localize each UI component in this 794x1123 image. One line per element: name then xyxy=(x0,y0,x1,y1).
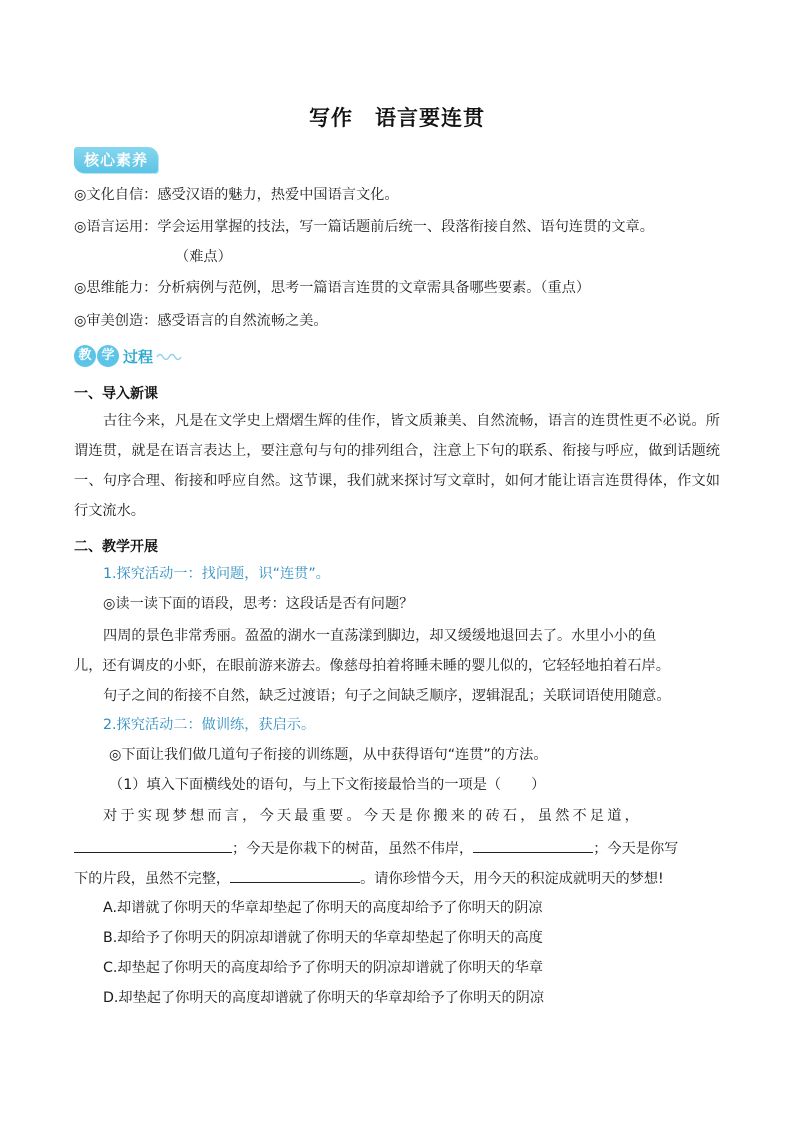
answer-blank-2[interactable] xyxy=(473,837,593,853)
activity2-prompt: ◎下面让我们做几道句子衔接的训练题，从中获得语句“连贯”的方法。 xyxy=(109,747,548,763)
teaching-process-header xyxy=(74,343,182,369)
title-part2: 语言要连贯 xyxy=(375,106,485,130)
bubble-char-2: 学 xyxy=(97,345,119,367)
section2-heading: 二、教学开展 xyxy=(74,539,158,555)
question-1 xyxy=(109,775,545,795)
passage-line-1: 四周的景色非常秀丽。盈盈的湖水一直荡漾到脚边，却又缓缓地退回去了。水里小小的鱼 xyxy=(103,628,657,644)
process-label: 过程 xyxy=(123,347,154,366)
core-literacy-badge: 核心素养 xyxy=(74,147,158,173)
question-text: （1）填入下面横线处的语句，与上下文衔接最恰当的一项是（ xyxy=(109,777,502,793)
activity2-heading: 2.探究活动二：做训练，获启示。 xyxy=(103,717,316,733)
core-item-thinking: ◎思维能力：分析病例与范例，思考一篇语言连贯的文章需具备哪些要素。（重点） xyxy=(74,280,591,296)
section1-paragraph: 古往今来，凡是在文学史上熠熠生辉的佳作，皆文质兼美、自然流畅，语言的连贯性更不必说。所谓连贯，就是在语言表达上，要注意句与句的排列组合，注意上下句的联系、衔接与呼应，做到话题统一、句序合理、衔接和呼应自然。这节课，我们就来探讨写文章时，如何才能让语言连贯得体，作文如行文流水。 xyxy=(74,413,720,519)
core-item-aesthetic: ◎审美创造：感受语言的自然流畅之美。 xyxy=(74,313,328,329)
option-b[interactable]: B.却给予了你明天的阴凉却谱就了你明天的华章却垫起了你明天的高度 xyxy=(103,930,543,946)
page-title xyxy=(0,102,794,132)
option-a[interactable]: A.却谱就了你明天的华章却垫起了你明天的高度却给予了你明天的阴凉 xyxy=(103,900,543,916)
passage-analysis: 句子之间的衔接不自然，缺乏过渡语；句子之间缺乏顺序，逻辑混乱；关联词语使用随意。 xyxy=(103,688,671,704)
title-part1: 写作 xyxy=(309,106,353,130)
answer-blank-3[interactable] xyxy=(230,867,360,883)
core-item-culture: ◎文化自信：感受汉语的魅力，热爱中国语言文化。 xyxy=(74,187,399,203)
question-line-1: 对于实现梦想而言，今天最重要。今天是你搬来的砖石，虽然不足道， xyxy=(103,808,643,824)
bubble-char-1: 教 xyxy=(74,345,96,367)
question-line-2 xyxy=(74,837,678,859)
wave-decoration-icon xyxy=(156,351,182,361)
question-paren-close: ） xyxy=(531,777,546,793)
question-line-3 xyxy=(74,867,664,889)
question-line-3-b: 。请你珍惜今天，用今天的积淀成就明天的梦想! xyxy=(360,871,664,887)
question-line-2-b: ；今天是你写 xyxy=(593,841,679,857)
activity1-prompt: ◎读一读下面的语段，思考：这段话是否有问题？ xyxy=(103,596,414,612)
question-line-3-a: 下的片段，虽然不完整， xyxy=(74,871,231,887)
option-c[interactable]: C.却垫起了你明天的高度却给予了你明天的阴凉却谱就了你明天的华章 xyxy=(103,960,544,976)
answer-blank-1[interactable] xyxy=(74,837,232,853)
passage-line-2: 儿，还有调皮的小虾，在眼前游来游去。像慈母拍着将睡未睡的婴儿似的，它轻轻地拍着石岸。 xyxy=(74,658,670,674)
option-d[interactable]: D.却垫起了你明天的高度却谱就了你明天的华章却给予了你明天的阴凉 xyxy=(103,990,545,1006)
core-item-language-note: （难点） xyxy=(175,249,232,265)
question-line-2-a: ；今天是你栽下的树苗，虽然不伟岸， xyxy=(232,841,474,857)
section1-heading: 一、导入新课 xyxy=(74,386,158,402)
activity1-heading: 1.探究活动一：找问题，识“连贯”。 xyxy=(103,566,330,582)
core-item-language: ◎语言运用：学会运用掌握的技法，写一篇话题前后统一、段落衔接自然、语句连贯的文章。 xyxy=(74,219,654,235)
